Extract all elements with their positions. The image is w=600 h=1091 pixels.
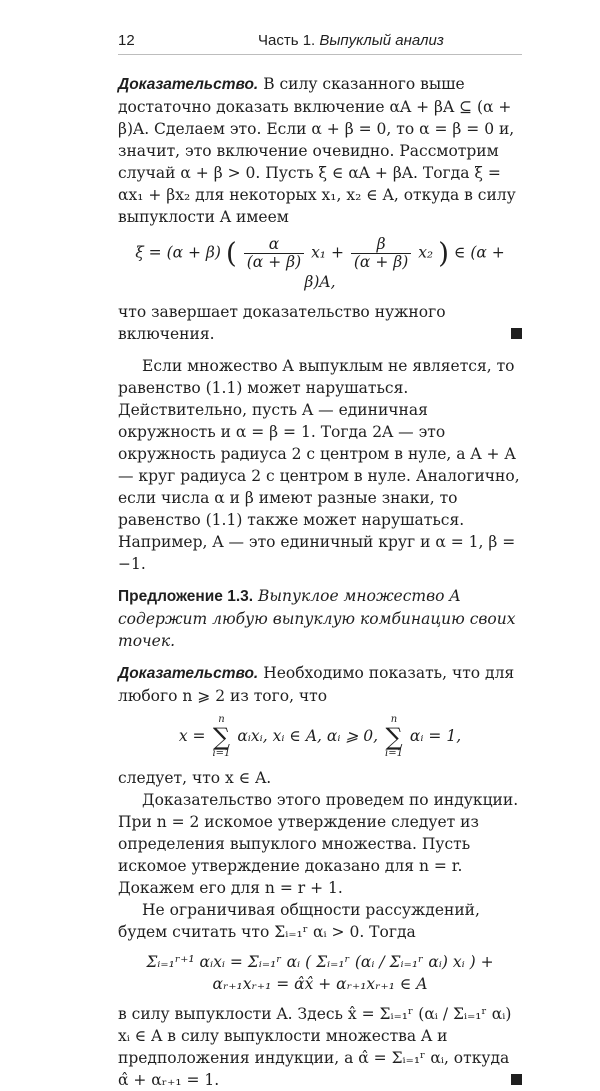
- qed-icon: [511, 328, 522, 339]
- page-body: [118, 73, 522, 1091]
- proof1-tail: что завершает доказательство нужного включения.: [118, 301, 522, 345]
- proof1-text: В силу сказанного выше достаточно доказать включение αA + βA ⊆ (α + β)A. Сделаем это. Если α + β = 0, то α = β = 0 и, значит, это включение очевидно. Рассмотрим случай α + β > 0. Пусть ξ ∈ αA + βA. Тогда ξ = αx₁ + βx₂ для некоторых x₁, x₂ ∈ A, откуда в силу выпуклости A имеем: [118, 75, 516, 226]
- proof1-paragraph: [118, 73, 522, 228]
- sum-sign-2: n ∑ i=1: [385, 714, 403, 759]
- paragraph-counterexample: Если множество A выпуклым не является, то равенство (1.1) может нарушаться. Действительно, пусть A — единичная окружность и α = β = 1. Тогда 2A — это окружность радиуса 2 с центром в нуле, а A + A — круг радиуса 2 с центром в нуле. Аналогично, если числа α и β имеют разные знаки, то равенство (1.1) также может нарушаться. Например, A — это единичный круг и α = 1, β = −1.: [118, 357, 520, 573]
- formula-convex-combination: x = n ∑ i=1 αᵢxᵢ, xᵢ ∈ A, αᵢ ⩾ 0, n ∑ i=1 αᵢ = 1,: [178, 714, 462, 759]
- running-title: [258, 32, 444, 49]
- proof2-wlog: Не ограничивая общности рассуждений, будем считать что Σᵢ₌₁ʳ αᵢ > 0. Тогда: [118, 901, 480, 941]
- proof2-induction: Доказательство этого проведем по индукции. При n = 2 искомое утверждение следует из определения выпуклого множества. Пусть искомое утверждение доказано для n = r. Докажем его для n = r + 1.: [118, 791, 519, 897]
- proof2-closing: в силу выпуклости A. Здесь x̂ = Σᵢ₌₁ʳ (αᵢ / Σᵢ₌₁ʳ αᵢ) xᵢ ∈ A в силу выпуклости множества A и предположения индукции, а α̂ = Σᵢ₌₁ʳ αᵢ, откуда α̂ + αᵣ₊₁ = 1.: [118, 1003, 522, 1091]
- proof-heading-2: Доказательство.: [118, 665, 259, 682]
- proof2-intro: Доказательство. Необходимо показать, что для любого n ⩾ 2 из того, что: [118, 664, 515, 705]
- proof-heading: Доказательство.: [118, 76, 259, 93]
- qed-icon-2: [511, 1074, 522, 1085]
- proof2-follows: следует, что x ∈ A.: [118, 769, 272, 787]
- fraction-1: $\frac{\alpha}{(\alpha + \beta)}$: [244, 236, 304, 271]
- formula-induction-step: Σᵢ₌₁ʳ⁺¹ αᵢxᵢ = Σᵢ₌₁ʳ αᵢ ( Σᵢ₌₁ʳ (αᵢ / Σᵢ₌₁ʳ αᵢ) xᵢ ) + αᵣ₊₁xᵣ₊₁ = α̂x̂ + αᵣ₊₁xᵣ₊₁ ∈ A: [146, 953, 494, 993]
- section-title: Выпуклый анализ: [319, 32, 444, 49]
- sum-sign: n ∑ i=1: [212, 714, 231, 759]
- proposition-text: Выпуклое множество A содержит любую выпуклую комбинацию своих точек.: [118, 587, 516, 650]
- running-header: [118, 30, 522, 55]
- fraction-2: $\frac{\beta}{(\alpha + \beta)}$: [351, 236, 411, 271]
- page-number: 12: [118, 32, 135, 49]
- proposition: [118, 585, 522, 652]
- part-label: Часть 1.: [258, 32, 316, 49]
- formula-xi: ξ = (α + β) ( $\frac{\alpha}{(\alpha + \beta)}$ x₁ + $\frac{\beta}{(\alpha + \beta)}$ x₂ ) ∈ (α + β)A,: [135, 235, 505, 291]
- proposition-heading: Предложение 1.3.: [118, 588, 254, 605]
